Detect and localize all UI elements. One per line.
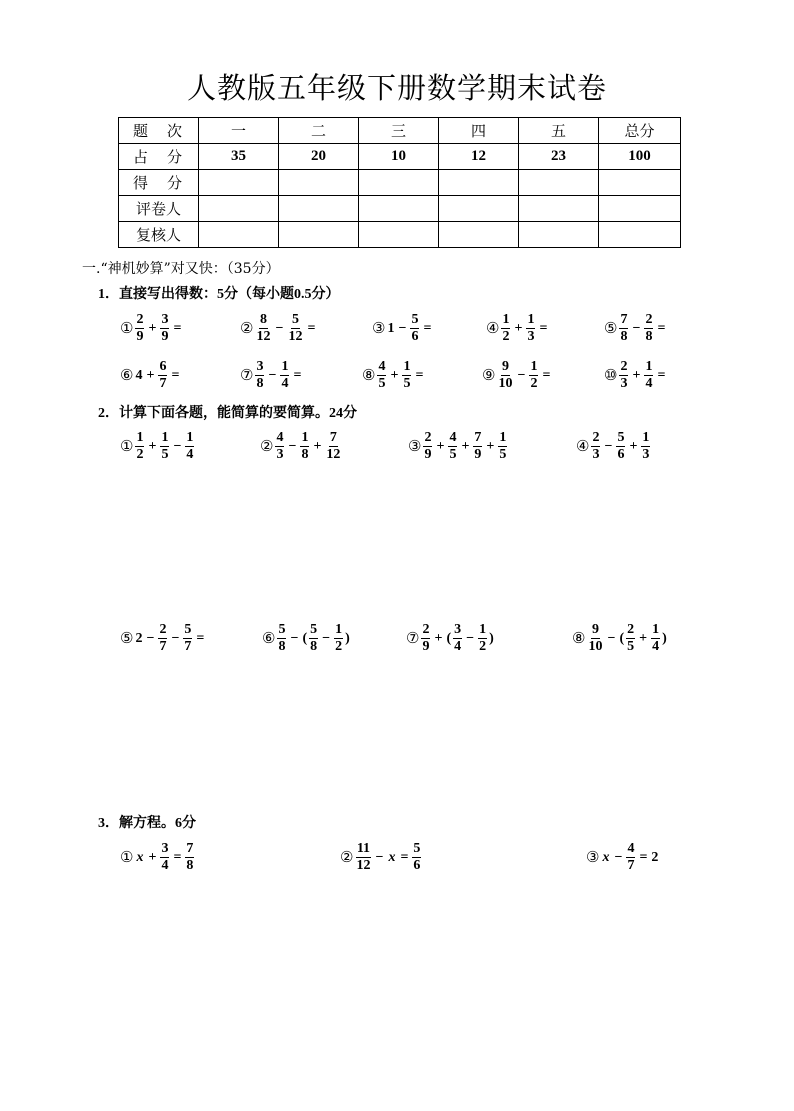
header-cell: 五: [519, 118, 599, 144]
denominator: 3: [527, 329, 535, 344]
fraction: [619, 313, 628, 344]
operator: −: [275, 320, 284, 336]
problem-number: ③: [372, 321, 386, 337]
points-cell: 35: [199, 144, 279, 170]
fraction: [473, 431, 482, 462]
operator: −: [398, 320, 407, 336]
score-table-header-row: [119, 118, 681, 144]
denominator: 4: [186, 447, 194, 462]
problem: [576, 431, 651, 462]
denominator: 12: [326, 447, 341, 462]
denominator: 2: [136, 447, 144, 462]
denominator: 8: [310, 639, 318, 654]
denominator: 9: [422, 639, 430, 654]
numerator: 5: [278, 622, 286, 637]
numerator: 2: [422, 622, 430, 637]
numerator: 1: [502, 312, 510, 327]
denominator: 12: [256, 329, 271, 344]
problem: [362, 360, 426, 391]
problem: [486, 313, 550, 344]
problem-number: ⑦: [240, 368, 254, 384]
fraction: [160, 842, 169, 873]
operator: +: [436, 438, 445, 454]
numerator: 7: [620, 312, 628, 327]
grader-cell: [279, 196, 359, 222]
operator: +: [629, 438, 638, 454]
score-cell: [439, 170, 519, 196]
numerator: 1: [403, 359, 411, 374]
numerator: 3: [161, 312, 169, 327]
operator: =: [542, 367, 551, 383]
problem: [240, 313, 318, 344]
numerator: 2: [136, 312, 144, 327]
problem-number: ①: [120, 321, 134, 337]
fraction: [587, 623, 603, 654]
denominator: 3: [620, 376, 628, 391]
problem-number: ①: [120, 439, 134, 455]
fraction: [498, 431, 507, 462]
denominator: 6: [413, 858, 421, 873]
problem-number: ①: [120, 850, 134, 866]
problem: [120, 623, 207, 654]
numerator: 1: [645, 359, 653, 374]
operator: −: [466, 630, 475, 646]
term: ): [662, 630, 667, 646]
operator: =: [539, 320, 548, 336]
numerator: 4: [449, 430, 457, 445]
problem-number: ④: [576, 439, 590, 455]
problem: [120, 313, 184, 344]
operator: −: [607, 630, 616, 646]
row-label: 得 分: [119, 170, 199, 196]
fraction: [325, 431, 341, 462]
operator: +: [486, 438, 495, 454]
fraction: [280, 360, 289, 391]
fraction: [478, 623, 487, 654]
numerator: 7: [474, 430, 482, 445]
fraction: [334, 623, 343, 654]
variable: x: [388, 849, 396, 865]
operator: =: [307, 320, 316, 336]
denominator: 8: [186, 858, 194, 873]
operator: +: [390, 367, 399, 383]
numerator: 4: [276, 430, 284, 445]
numerator: 2: [159, 622, 167, 637]
numerator: 1: [301, 430, 309, 445]
fraction: [448, 431, 457, 462]
problem-number: ⑥: [120, 368, 134, 384]
operator: =: [173, 849, 182, 865]
score-row: [119, 170, 681, 196]
problem-number: ②: [240, 321, 254, 337]
fraction: [619, 360, 628, 391]
term: (: [619, 630, 625, 646]
denominator: 10: [498, 376, 513, 391]
part3-label: 3．解方程。6分: [98, 816, 196, 831]
problem: [482, 360, 553, 391]
numerator: 4: [627, 841, 635, 856]
fraction: [641, 431, 650, 462]
fraction: [526, 313, 535, 344]
numerator: 6: [159, 359, 167, 374]
denominator: 3: [276, 447, 284, 462]
problem-number: ⑤: [120, 631, 134, 647]
denominator: 2: [502, 329, 510, 344]
operator: +: [434, 630, 443, 646]
reviewer-cell: [199, 222, 279, 248]
operator: +: [514, 320, 523, 336]
numerator: 3: [454, 622, 462, 637]
denominator: 5: [161, 447, 169, 462]
numerator: 3: [256, 359, 264, 374]
numerator: 11: [356, 841, 371, 856]
operator: =: [423, 320, 432, 336]
fraction: [185, 842, 194, 873]
operator: −: [517, 367, 526, 383]
numerator: 1: [499, 430, 507, 445]
operator: −: [632, 320, 641, 336]
header-cell: 总分: [599, 118, 681, 144]
denominator: 3: [642, 447, 650, 462]
numerator: 1: [642, 430, 650, 445]
fraction: [423, 431, 432, 462]
fraction: [160, 431, 169, 462]
operator: +: [461, 438, 470, 454]
term: ): [489, 630, 494, 646]
problem-number: ⑤: [604, 321, 618, 337]
problem: [408, 431, 508, 462]
fraction: [421, 623, 430, 654]
variable: x: [602, 849, 610, 865]
problem: [604, 313, 668, 344]
fraction: [402, 360, 411, 391]
numerator: 2: [424, 430, 432, 445]
numerator: 5: [617, 430, 625, 445]
problem-number: ⑨: [482, 368, 496, 384]
problem-number: ④: [486, 321, 500, 337]
header-cell: 二: [279, 118, 359, 144]
denominator: 4: [281, 376, 289, 391]
points-cell: 10: [359, 144, 439, 170]
problem: [406, 623, 495, 654]
denominator: 9: [474, 447, 482, 462]
numerator: 2: [645, 312, 653, 327]
operator: −: [614, 849, 623, 865]
operator: =: [400, 849, 409, 865]
grader-cell: [519, 196, 599, 222]
numerator: 9: [501, 359, 509, 374]
denominator: 5: [378, 376, 386, 391]
fraction: [497, 360, 513, 391]
denominator: 3: [592, 447, 600, 462]
denominator: 8: [301, 447, 309, 462]
operator: −: [604, 438, 613, 454]
score-cell: [359, 170, 439, 196]
operator: +: [148, 320, 157, 336]
denominator: 12: [356, 858, 371, 873]
denominator: 7: [184, 639, 192, 654]
operator: =: [171, 367, 180, 383]
numerator: 8: [259, 312, 267, 327]
reviewer-cell: [359, 222, 439, 248]
denominator: 5: [627, 639, 635, 654]
part1-label: 1．直接写出得数：5分（每小题0.5分）: [98, 287, 340, 302]
operator: +: [146, 367, 155, 383]
problem: [604, 360, 668, 391]
operator: =: [293, 367, 302, 383]
fraction: [377, 360, 386, 391]
operator: +: [632, 367, 641, 383]
numerator: 2: [592, 430, 600, 445]
header-cell: 题 次: [119, 118, 199, 144]
header-cell: 一: [199, 118, 279, 144]
reviewer-cell: [599, 222, 681, 248]
fraction: [300, 431, 309, 462]
numerator: 9: [591, 622, 599, 637]
operator: =: [657, 367, 666, 383]
denominator: 8: [645, 329, 653, 344]
score-cell: [199, 170, 279, 196]
fraction: [529, 360, 538, 391]
fraction: [135, 431, 144, 462]
problem: [372, 313, 434, 344]
fraction: [255, 313, 271, 344]
denominator: 8: [278, 639, 286, 654]
reviewer-cell: [439, 222, 519, 248]
problem-number: ③: [586, 850, 600, 866]
denominator: 4: [645, 376, 653, 391]
denominator: 9: [161, 329, 169, 344]
numerator: 4: [378, 359, 386, 374]
reviewer-row: [119, 222, 681, 248]
points-cell: 100: [599, 144, 681, 170]
problem: [240, 360, 304, 391]
operator: −: [288, 438, 297, 454]
fraction: [287, 313, 303, 344]
section-heading: 一.“神机妙算”对又快：（35分）: [82, 261, 280, 277]
numerator: 1: [186, 430, 194, 445]
numerator: 5: [291, 312, 299, 327]
denominator: 9: [424, 447, 432, 462]
problem: [120, 360, 182, 391]
denominator: 7: [159, 376, 167, 391]
row-label: 复核人: [119, 222, 199, 248]
denominator: 2: [335, 639, 343, 654]
fraction: [644, 313, 653, 344]
numerator: 1: [136, 430, 144, 445]
operator: −: [322, 630, 331, 646]
fraction: [158, 360, 167, 391]
denominator: 5: [449, 447, 457, 462]
operator: =: [639, 849, 648, 865]
denominator: 10: [588, 639, 603, 654]
points-cell: 20: [279, 144, 359, 170]
score-table: [118, 117, 681, 248]
fraction: [626, 842, 635, 873]
fraction: [644, 360, 653, 391]
grader-cell: [439, 196, 519, 222]
fraction: [275, 431, 284, 462]
reviewer-cell: [279, 222, 359, 248]
grader-cell: [599, 196, 681, 222]
denominator: 8: [620, 329, 628, 344]
problem: [260, 431, 342, 462]
denominator: 5: [499, 447, 507, 462]
fraction: [412, 842, 421, 873]
fraction: [651, 623, 660, 654]
fraction: [616, 431, 625, 462]
term: 2: [135, 630, 143, 646]
operator: +: [313, 438, 322, 454]
operator: −: [268, 367, 277, 383]
operator: =: [415, 367, 424, 383]
operator: =: [173, 320, 182, 336]
problem-number: ⑩: [604, 368, 618, 384]
denominator: 6: [617, 447, 625, 462]
problem: [586, 842, 659, 873]
operator: −: [146, 630, 155, 646]
fraction: [626, 623, 635, 654]
fraction: [277, 623, 286, 654]
problem: [120, 842, 195, 873]
numerator: 2: [627, 622, 635, 637]
fraction: [453, 623, 462, 654]
numerator: 5: [310, 622, 318, 637]
grader-cell: [359, 196, 439, 222]
numerator: 1: [161, 430, 169, 445]
points-row: [119, 144, 681, 170]
operator: =: [196, 630, 205, 646]
fraction: [309, 623, 318, 654]
fraction: [355, 842, 371, 873]
score-cell: [519, 170, 599, 196]
numerator: 1: [527, 312, 535, 327]
operator: +: [148, 849, 157, 865]
problem-number: ⑧: [362, 368, 376, 384]
operator: −: [375, 849, 384, 865]
header-cell: 四: [439, 118, 519, 144]
problem: [262, 623, 351, 654]
fraction: [501, 313, 510, 344]
operator: =: [657, 320, 666, 336]
page-title: 人教版五年级下册数学期末试卷: [186, 71, 607, 105]
numerator: 1: [530, 359, 538, 374]
grader-row: [119, 196, 681, 222]
row-label: 评卷人: [119, 196, 199, 222]
denominator: 5: [403, 376, 411, 391]
term: 4: [135, 367, 143, 383]
operator: −: [173, 438, 182, 454]
fraction: [135, 313, 144, 344]
points-cell: 23: [519, 144, 599, 170]
fraction: [160, 313, 169, 344]
term: (: [302, 630, 308, 646]
variable: x: [136, 849, 144, 865]
denominator: 8: [256, 376, 264, 391]
problem: [572, 623, 668, 654]
fraction: [410, 313, 419, 344]
denominator: 7: [159, 639, 167, 654]
problem-number: ⑧: [572, 631, 586, 647]
denominator: 2: [479, 639, 487, 654]
problem-number: ⑥: [262, 631, 276, 647]
numerator: 2: [620, 359, 628, 374]
problem-number: ③: [408, 439, 422, 455]
term: ): [345, 630, 350, 646]
problem: [120, 431, 195, 462]
numerator: 5: [184, 622, 192, 637]
operator: −: [290, 630, 299, 646]
term: (: [446, 630, 452, 646]
part2-label: 2．计算下面各题，能简算的要简算。24分: [98, 406, 357, 421]
numerator: 7: [186, 841, 194, 856]
numerator: 1: [335, 622, 343, 637]
operator: −: [171, 630, 180, 646]
numerator: 5: [413, 841, 421, 856]
denominator: 9: [136, 329, 144, 344]
denominator: 6: [411, 329, 419, 344]
denominator: 4: [652, 639, 660, 654]
problem-number: ②: [340, 850, 354, 866]
fraction: [255, 360, 264, 391]
numerator: 1: [281, 359, 289, 374]
problem-number: ⑦: [406, 631, 420, 647]
denominator: 7: [627, 858, 635, 873]
problem-number: ②: [260, 439, 274, 455]
operator: +: [639, 630, 648, 646]
grader-cell: [199, 196, 279, 222]
numerator: 3: [161, 841, 169, 856]
header-cell: 三: [359, 118, 439, 144]
numerator: 7: [329, 430, 337, 445]
row-label: 占 分: [119, 144, 199, 170]
denominator: 4: [161, 858, 169, 873]
fraction: [185, 431, 194, 462]
numerator: 5: [411, 312, 419, 327]
fraction: [183, 623, 192, 654]
problem: [340, 842, 422, 873]
reviewer-cell: [519, 222, 599, 248]
score-cell: [279, 170, 359, 196]
fraction: [158, 623, 167, 654]
score-cell: [599, 170, 681, 196]
term: 2: [651, 849, 659, 865]
numerator: 1: [479, 622, 487, 637]
denominator: 2: [530, 376, 538, 391]
operator: +: [148, 438, 157, 454]
denominator: 4: [454, 639, 462, 654]
fraction: [591, 431, 600, 462]
numerator: 1: [652, 622, 660, 637]
points-cell: 12: [439, 144, 519, 170]
denominator: 12: [288, 329, 303, 344]
term: 1: [387, 320, 395, 336]
